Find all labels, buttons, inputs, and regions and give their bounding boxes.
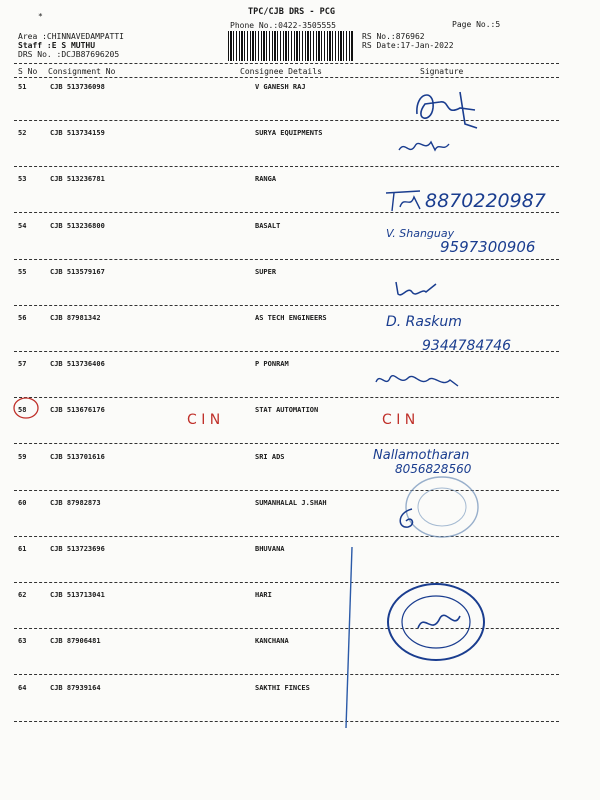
- row-sno: 52: [18, 129, 27, 137]
- signature-55: [392, 276, 442, 300]
- row-divider: [14, 305, 559, 306]
- row-sno: 53: [18, 175, 27, 183]
- header-divider-2: [14, 77, 559, 78]
- row-divider: [14, 397, 559, 398]
- row-consignment-no: CJB 513236800: [50, 222, 105, 230]
- row-divider: [14, 443, 559, 444]
- barcode: [228, 31, 353, 61]
- header-divider: [14, 63, 559, 64]
- signature-52: [395, 132, 455, 162]
- row-sno: 61: [18, 545, 27, 553]
- signature-54: V. Shanguay: [386, 227, 455, 240]
- row-consignment-no: CJB 513236781: [50, 175, 105, 183]
- row-divider: [14, 721, 559, 722]
- rs-date: RS Date:17-Jan-2022: [362, 41, 454, 50]
- row-sno: 56: [18, 314, 27, 322]
- row-consignee: HARI: [255, 591, 272, 599]
- row-consignee: KANCHANA: [255, 637, 289, 645]
- row-consignment-no: CJB 513701616: [50, 453, 105, 461]
- signature-59: Nallamotharan: [373, 448, 470, 463]
- cin-note-right: C I N: [382, 412, 416, 428]
- row-consignee: P PONRAM: [255, 360, 289, 368]
- signature-57: [372, 368, 467, 394]
- circle-mark-58: [12, 396, 42, 420]
- row-divider: [14, 259, 559, 260]
- row-divider: [14, 212, 559, 213]
- row-consignee: STAT AUTOMATION: [255, 406, 319, 414]
- row-sno: 55: [18, 268, 27, 276]
- row-consignee: SUMANHALAL J.SHAH: [255, 499, 327, 507]
- row-divider: [14, 166, 559, 167]
- row-consignment-no: CJB 513676176: [50, 406, 105, 414]
- rs-number: RS No.:876962: [362, 32, 425, 41]
- staff-label: Staff :E S MUTHU: [18, 41, 96, 50]
- row-consignment-no: CJB 513736098: [50, 83, 105, 91]
- col-consignment-header: Consignment No: [48, 67, 116, 76]
- phone-54: 9597300906: [440, 238, 536, 256]
- phone-number: Phone No.:0422-3505555: [230, 21, 336, 30]
- row-sno: 64: [18, 684, 27, 692]
- phone-56: 9344784746: [422, 338, 512, 354]
- row-sno: 54: [18, 222, 27, 230]
- col-sno-header: S No: [18, 67, 38, 76]
- row-consignment-no: CJB 87982873: [50, 499, 101, 507]
- col-signature-header: Signature: [420, 67, 464, 76]
- row-sno: 57: [18, 360, 27, 368]
- row-consignee: RANGA: [255, 175, 277, 183]
- signature-51: [405, 84, 495, 134]
- signature-53: [380, 185, 430, 215]
- page-number: Page No.:5: [452, 20, 501, 29]
- row-consignee: SAKTHI FINCES: [255, 684, 310, 692]
- row-consignee: SUPER: [255, 268, 277, 276]
- row-sno: 58: [18, 406, 27, 414]
- row-consignee: BHUVANA: [255, 545, 285, 553]
- cin-note-left: C I N: [187, 412, 221, 428]
- drs-number: DRS No. :DCJB87696205: [18, 50, 120, 59]
- row-sno: 59: [18, 453, 27, 461]
- phone-59: 8056828560: [395, 462, 472, 476]
- company-stamp: [384, 580, 488, 664]
- row-sno: 60: [18, 499, 27, 507]
- col-consignee-header: Consignee Details: [240, 67, 322, 76]
- row-consignment-no: CJB 513579167: [50, 268, 105, 276]
- row-consignee: SRI ADS: [255, 453, 285, 461]
- signature-60: [392, 505, 422, 533]
- corner-mark: *: [38, 12, 43, 21]
- page-title: TPC/CJB DRS - PCG: [248, 7, 335, 17]
- row-consignment-no: CJB 513736406: [50, 360, 105, 368]
- row-divider: [14, 674, 559, 675]
- row-consignee: BASALT: [255, 222, 281, 230]
- row-consignment-no: CJB 513723696: [50, 545, 105, 553]
- phone-53: 8870220987: [425, 190, 546, 212]
- vertical-line-mark: [340, 545, 360, 730]
- row-consignment-no: CJB 513734159: [50, 129, 105, 137]
- row-sno: 51: [18, 83, 27, 91]
- row-consignee: V GANESH RAJ: [255, 83, 306, 91]
- signature-56: D. Raskum: [386, 314, 462, 330]
- row-consignee: SURYA EQUIPMENTS: [255, 129, 323, 137]
- row-consignment-no: CJB 87906481: [50, 637, 101, 645]
- row-sno: 62: [18, 591, 27, 599]
- row-consignee: AS TECH ENGINEERS: [255, 314, 327, 322]
- row-consignment-no: CJB 87981342: [50, 314, 101, 322]
- row-consignment-no: CJB 87939164: [50, 684, 101, 692]
- row-sno: 63: [18, 637, 27, 645]
- row-consignment-no: CJB 513713041: [50, 591, 105, 599]
- area-label: Area :CHINNAVEDAMPATTI: [18, 32, 124, 41]
